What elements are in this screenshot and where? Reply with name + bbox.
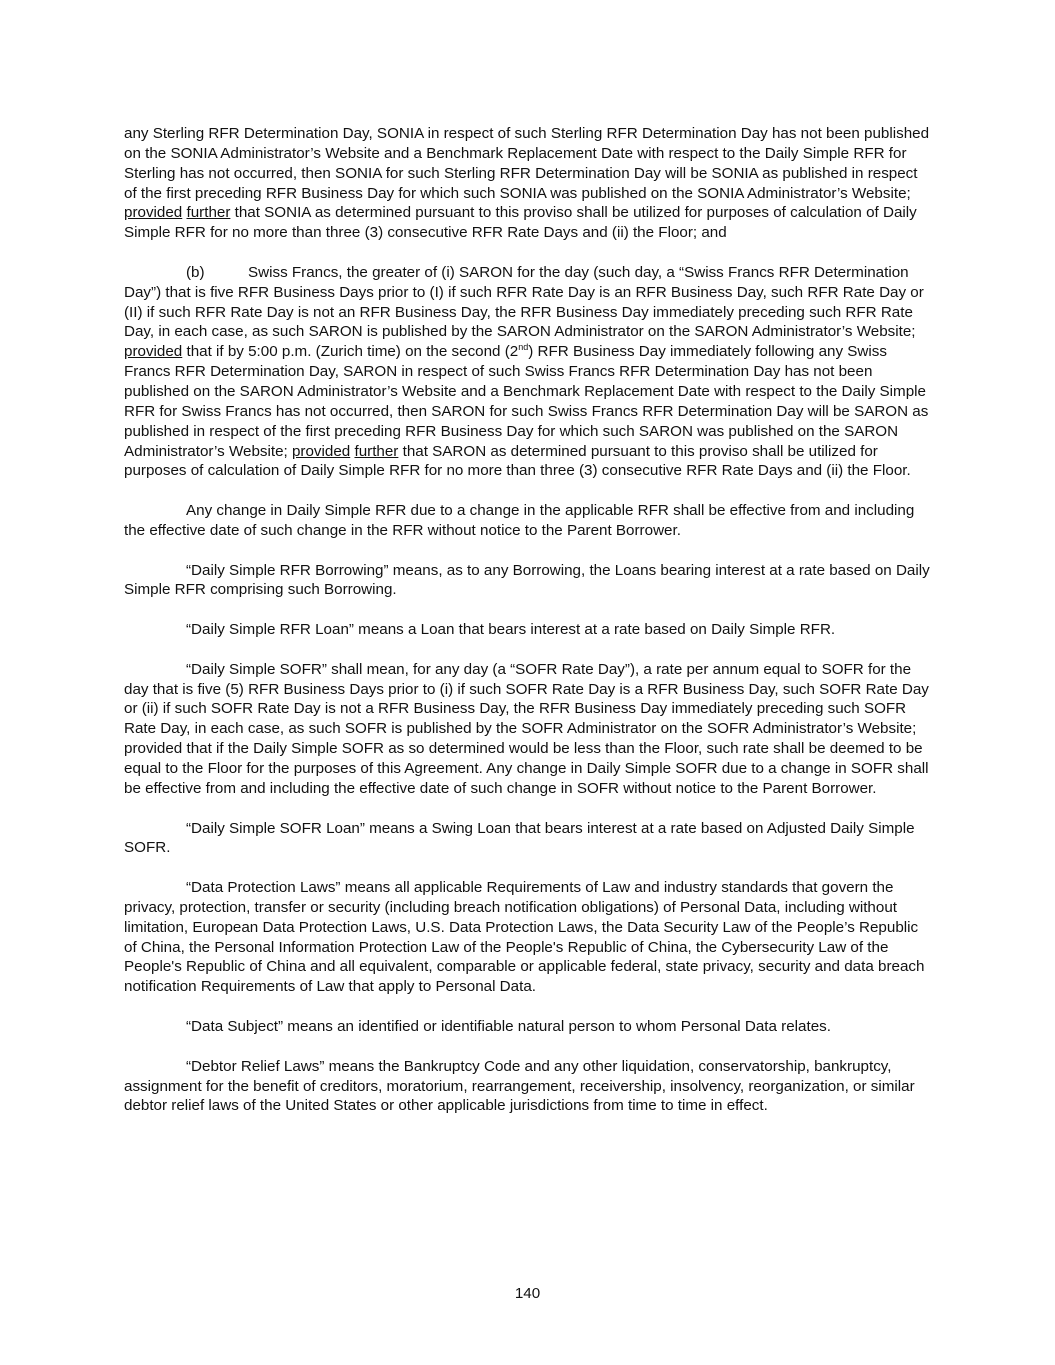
- superscript: nd: [518, 342, 529, 353]
- paragraph-text: that SARON as determined pursuant to this proviso shall be utilized for purposes of calculation of Daily Simple RFR for no more than three (3) consecutive RFR Rate Days and (ii) the Floor.: [124, 442, 911, 480]
- paragraph-text: Swiss Francs, the greater of (i) SARON for the day (such day, a “Swiss Francs RFR Determination Day”) that is five RFR Business Days prior to (I) if such RFR Rate Day is an RFR Business Day, such RFR Rate Day or (II) if such RFR Rate Day is not an RFR Business Day, the RFR Business Day immediately preceding such RFR Rate Day, in each case, as such SARON is published by the SARON Administrator on the SARON Administrator’s Website;: [124, 263, 924, 341]
- underlined-term: provided: [124, 204, 183, 222]
- paragraph-rfr-change: Any change in Daily Simple RFR due to a change in the applicable RFR shall be effective from and including the effective date of such change in the RFR without notice to the Parent Borrower.: [124, 502, 915, 539]
- clause-label: (b): [186, 263, 205, 281]
- definition-debtor-relief-laws: “Debtor Relief Laws” means the Bankruptcy Code and any other liquidation, conservatorship, bankruptcy, assignment for the benefit of creditors, moratorium, rearrangement, receivership, insolvency, reorganization, or similar debtor relief laws of the United States or other applicable jurisdictions from time to time in effect.: [124, 1057, 915, 1115]
- paragraph-text: that if by 5:00 p.m. (Zurich time) on the second (2: [182, 343, 519, 361]
- definition-daily-simple-sofr: “Daily Simple SOFR” shall mean, for any day (a “SOFR Rate Day”), a rate per annum equal to SOFR for the day that is five (5) RFR Business Days prior to (i) if such SOFR Rate Day is a RFR Business Day, such SOFR Rate Day or (ii) if such SOFR Rate Day is not a RFR Business Day, the RFR Business Day immediately preceding such SOFR Rate Day, in each case, as such SOFR is published by the SOFR Administrator on the SOFR Administrator’s Website; provided that if the Daily Simple SOFR as so determined would be less than the Floor, such rate shall be deemed to be equal to the Floor for the purposes of this Agreement. Any change in Daily Simple SOFR due to a change in SOFR shall be effective from and including the effective date of such change in SOFR without notice to the Parent Borrower.: [124, 660, 929, 797]
- paragraph-text: that SONIA as determined pursuant to this proviso shall be utilized for purposes of calculation of Daily Simple RFR for no more than three (3) consecutive RFR Rate Days and (ii) the Floor; and: [124, 204, 917, 242]
- document-body: [124, 124, 932, 1136]
- underlined-term: provided: [124, 343, 183, 361]
- underlined-term: further: [354, 442, 399, 460]
- underlined-term: further: [186, 204, 231, 222]
- definition-daily-simple-rfr-borrowing: “Daily Simple RFR Borrowing” means, as to any Borrowing, the Loans bearing interest at a rate based on Daily Simple RFR comprising such Borrowing.: [124, 561, 930, 599]
- definition-data-subject: “Data Subject” means an identified or identifiable natural person to whom Personal Data relates.: [186, 1017, 831, 1035]
- definition-daily-simple-rfr-loan: “Daily Simple RFR Loan” means a Loan that bears interest at a rate based on Daily Simple RFR.: [186, 621, 836, 639]
- underlined-term: provided: [291, 442, 351, 460]
- paragraph-text: any Sterling RFR Determination Day, SONIA in respect of such Sterling RFR Determination Day has not been published on the SONIA Administrator’s Website and a Benchmark Replacement Date with respect to the Daily Simple RFR for Sterling has not occurred, then SONIA for such Sterling RFR Determination Day will be SONIA as published in respect of the first preceding RFR Business Day for which such SONIA was published on the SONIA Administrator’s Website;: [124, 125, 930, 202]
- paragraph-text: ) RFR Business Day immediately following any Swiss Francs RFR Determination Day, SARON in respect of such Swiss Francs RFR Determination Day has not been published on the SARON Administrator’s Website and a Benchmark Replacement Date with respect to the Daily Simple RFR for Swiss Francs has not occurred, then SARON for such Swiss Francs RFR Determination Day will be SARON as published in respect of the first preceding RFR Business Day for which such SARON was published on the SARON Administrator’s Website;: [124, 343, 929, 460]
- page-number: 140: [514, 1285, 541, 1302]
- definition-daily-simple-sofr-loan: “Daily Simple SOFR Loan” means a Swing Loan that bears interest at a rate based on Adjusted Daily Simple SOFR.: [124, 819, 915, 857]
- definition-data-protection-laws: “Data Protection Laws” means all applicable Requirements of Law and industry standards that govern the privacy, protection, transfer or security (including breach notification obligations) of Personal Data, including without limitation, European Data Protection Laws, U.S. Data Protection Laws, the Data Security Law of the People’s Republic of China, the Personal Information Protection Law of the People's Republic of China, the Cybersecurity Law of the People's Republic of China and all equivalent, comparable or applicable federal, state privacy, security and data breach notification Requirements of Law that apply to Personal Data.: [124, 879, 925, 996]
- paragraph-sterling-continuation: [124, 124, 932, 243]
- paragraph-swiss-francs: [124, 263, 932, 481]
